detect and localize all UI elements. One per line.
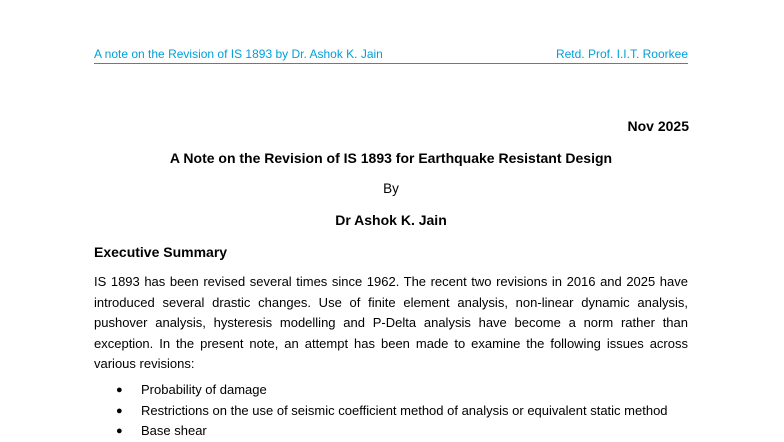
running-header bbox=[94, 47, 688, 64]
by-line: By bbox=[383, 181, 399, 196]
section-heading: Executive Summary bbox=[94, 244, 228, 260]
list-item-text: Restrictions on the use of seismic coefficient method of analysis or equivalent static method bbox=[141, 402, 668, 418]
list-item bbox=[94, 421, 688, 442]
header-left-text: A note on the Revision of IS 1893 by Dr. Ashok K. Jain bbox=[94, 47, 383, 61]
bullet-icon: ● bbox=[116, 404, 123, 417]
bullet-icon: ● bbox=[116, 425, 123, 437]
author-name: Dr Ashok K. Jain bbox=[335, 212, 447, 228]
summary-paragraph: IS 1893 has been revised several times since 1962. The recent two revisions in 2016 and 2025 have introduced several drastic changes. Use of finite element analysis, non-linear dynamic analysis, pushover analysis, hysteresis modelling and P-Delta analysis have become a norm rather than exception. In the present note, an attempt has been made to examine the following issues across various revisions: bbox=[94, 274, 688, 372]
document-title: A Note on the Revision of IS 1893 for Earthquake Resistant Design bbox=[169, 150, 613, 166]
header-right-text: Retd. Prof. I.I.T. Roorkee bbox=[555, 47, 688, 61]
list-item bbox=[94, 380, 688, 401]
list-item-text: Probability of damage bbox=[141, 382, 267, 397]
bullet-list bbox=[94, 380, 688, 442]
list-item bbox=[94, 401, 688, 422]
bullet-icon: ● bbox=[116, 384, 123, 396]
document-date: Nov 2025 bbox=[627, 118, 689, 134]
list-item-text: Base shear bbox=[141, 423, 207, 438]
